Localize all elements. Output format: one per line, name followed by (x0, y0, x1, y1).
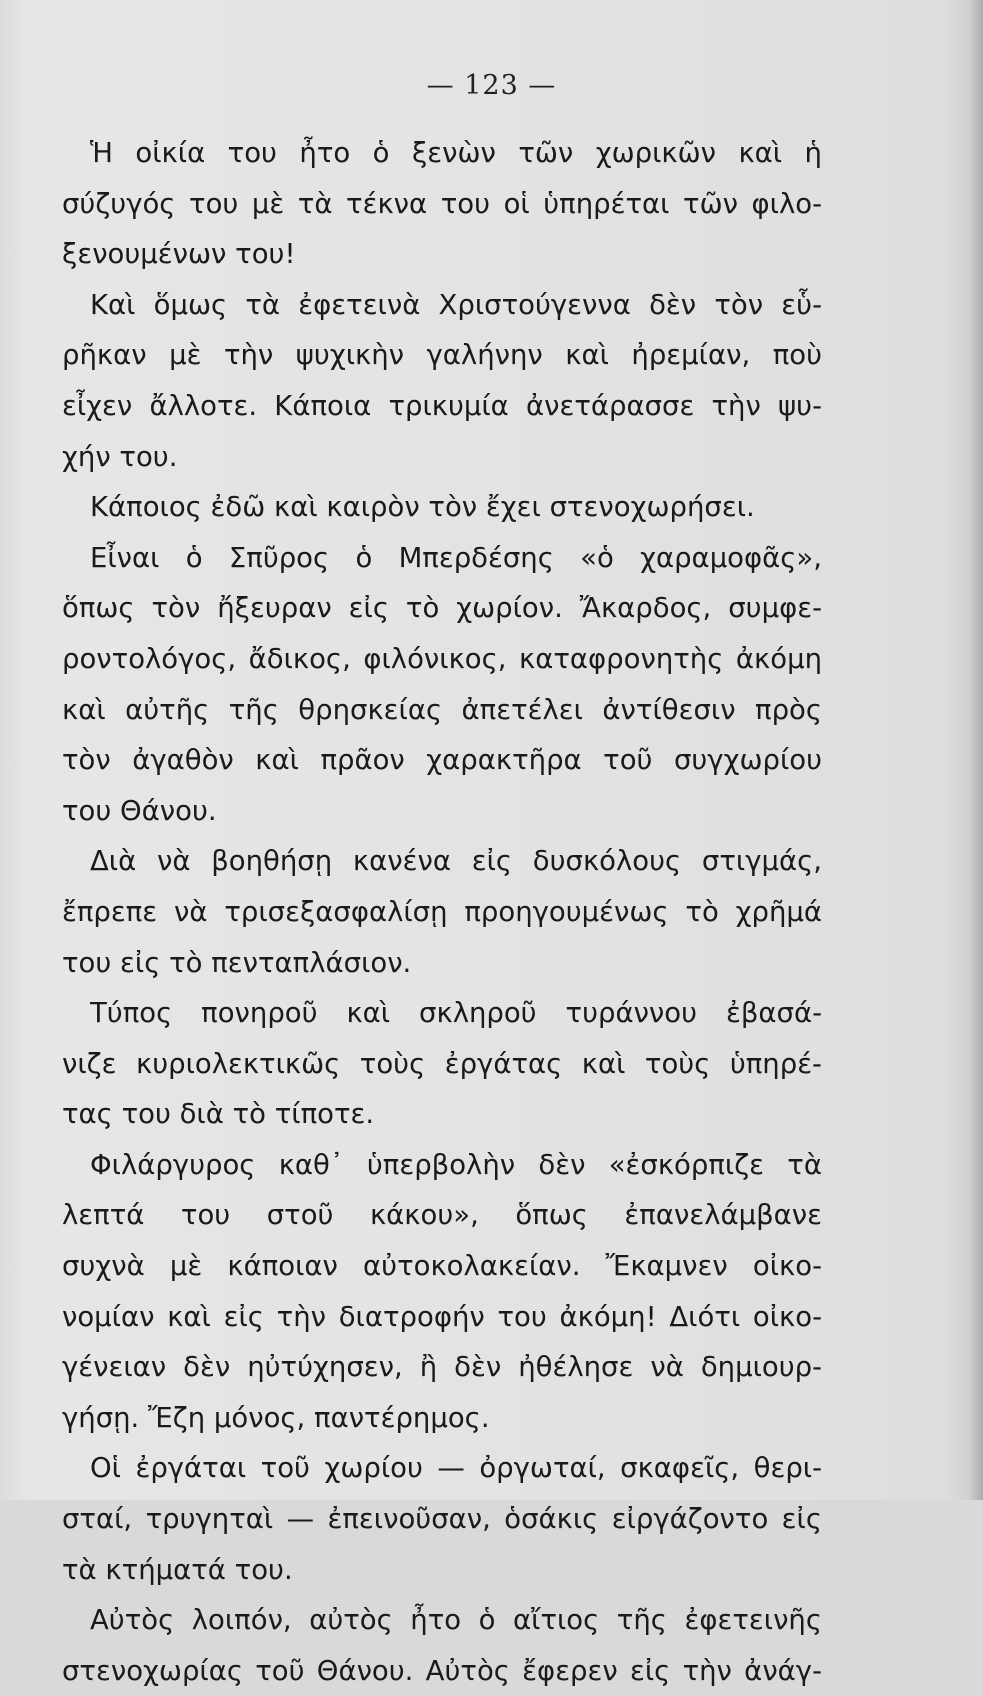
body-text (62, 128, 822, 1696)
text-line: λεπτά του στοῦ κάκου», ὅπως ἐπανελάμβανε (62, 1199, 822, 1232)
text-line: καὶ αὐτῆς τῆς θρησκείας ἀπετέλει ἀντίθεσιν πρὸς (62, 693, 822, 726)
text-line: του Θάνου. (62, 794, 217, 827)
text-line: Αὐτὸς λοιπόν, αὐτὸς ἦτο ὁ αἴτιος τῆς ἐφετεινῆς (90, 1604, 822, 1637)
text-line: εἶχεν ἄλλοτε. Κάποια τρικυμία ἀνετάρασσε τὴν ψυ- (62, 389, 822, 422)
text-line: γήσῃ. Ἔζη μόνος, παντέρημος. (62, 1401, 490, 1434)
text-line: Οἱ ἐργάται τοῦ χωρίου — ὀργωταί, σκαφεῖς, θερι- (90, 1452, 822, 1485)
text-line: ἔπρεπε νὰ τρισεξασφαλίσῃ προηγουμένως τὸ χρῆμά (62, 895, 822, 928)
text-line: χήν του. (62, 440, 178, 473)
text-line: νομίαν καὶ εἰς τὴν διατροφήν του ἀκόμη! Διότι οἰκο- (62, 1300, 822, 1333)
text-line: τὸν ἀγαθὸν καὶ πρᾶον χαρακτῆρα τοῦ συγχωρίου (62, 744, 822, 777)
text-line: ρῆκαν μὲ τὴν ψυχικὴν γαλήνην καὶ ἠρεμίαν, ποὺ (62, 339, 822, 372)
text-line: ξενουμένων του! (62, 238, 296, 271)
text-line: ροντολόγος, ἄδικος, φιλόνικος, καταφρονητὴς ἀκόμη (62, 642, 822, 675)
text-line: Εἶναι ὁ Σπῦρος ὁ Μπερδέσης «ὁ χαραμοφᾶς», (90, 541, 822, 574)
text-line: σύζυγός του μὲ τὰ τέκνα του οἱ ὑπηρέται τῶν φιλο- (62, 187, 822, 220)
text-line: Ἡ οἰκία του ἦτο ὁ ξενὼν τῶν χωρικῶν καὶ ἡ (90, 137, 822, 169)
text-line: σταί, τρυγηταὶ — ἐπεινοῦσαν, ὁσάκις εἰργάζοντο εἰς (62, 1503, 822, 1536)
text-line: Καὶ ὅμως τὰ ἐφετεινὰ Χριστούγεννα δὲν τὸν εὗ- (90, 288, 822, 321)
text-line: Τύπος πονηροῦ καὶ σκληροῦ τυράννου ἐβασά- (90, 997, 822, 1030)
text-line: στενοχωρίας τοῦ Θάνου. Αὐτὸς ἔφερεν εἰς τὴν ἀνάγ- (62, 1654, 822, 1687)
text-line: Κάποιος ἐδῶ καὶ καιρὸν τὸν ἔχει στενοχωρήσει. (90, 491, 755, 524)
text-line: Διὰ νὰ βοηθήσῃ κανένα εἰς δυσκόλους στιγμάς, (90, 845, 822, 878)
text-line: ὅπως τὸν ἤξευραν εἰς τὸ χωρίον. Ἄκαρδος, συμφε- (62, 592, 822, 625)
text-line: τας του διὰ τὸ τίποτε. (62, 1098, 375, 1131)
text-line: γένειαν δὲν ηὐτύχησεν, ἢ δὲν ἠθέλησε νὰ δημιουρ- (62, 1351, 822, 1384)
text-line: τὰ κτήματά του. (62, 1553, 293, 1586)
text-line: Φιλάργυρος καθ᾽ ὑπερβολὴν δὲν «ἐσκόρπιζε τὰ (90, 1148, 822, 1181)
text-line: του εἰς τὸ πενταπλάσιον. (62, 946, 412, 979)
text-line: συχνὰ μὲ κάποιαν αὐτοκολακείαν. Ἔκαμνεν οἰκο- (62, 1250, 822, 1283)
page-number: — 123 — (426, 70, 557, 101)
text-line: νιζε κυριολεκτικῶς τοὺς ἐργάτας καὶ τοὺς ὑπηρέ- (62, 1047, 822, 1080)
